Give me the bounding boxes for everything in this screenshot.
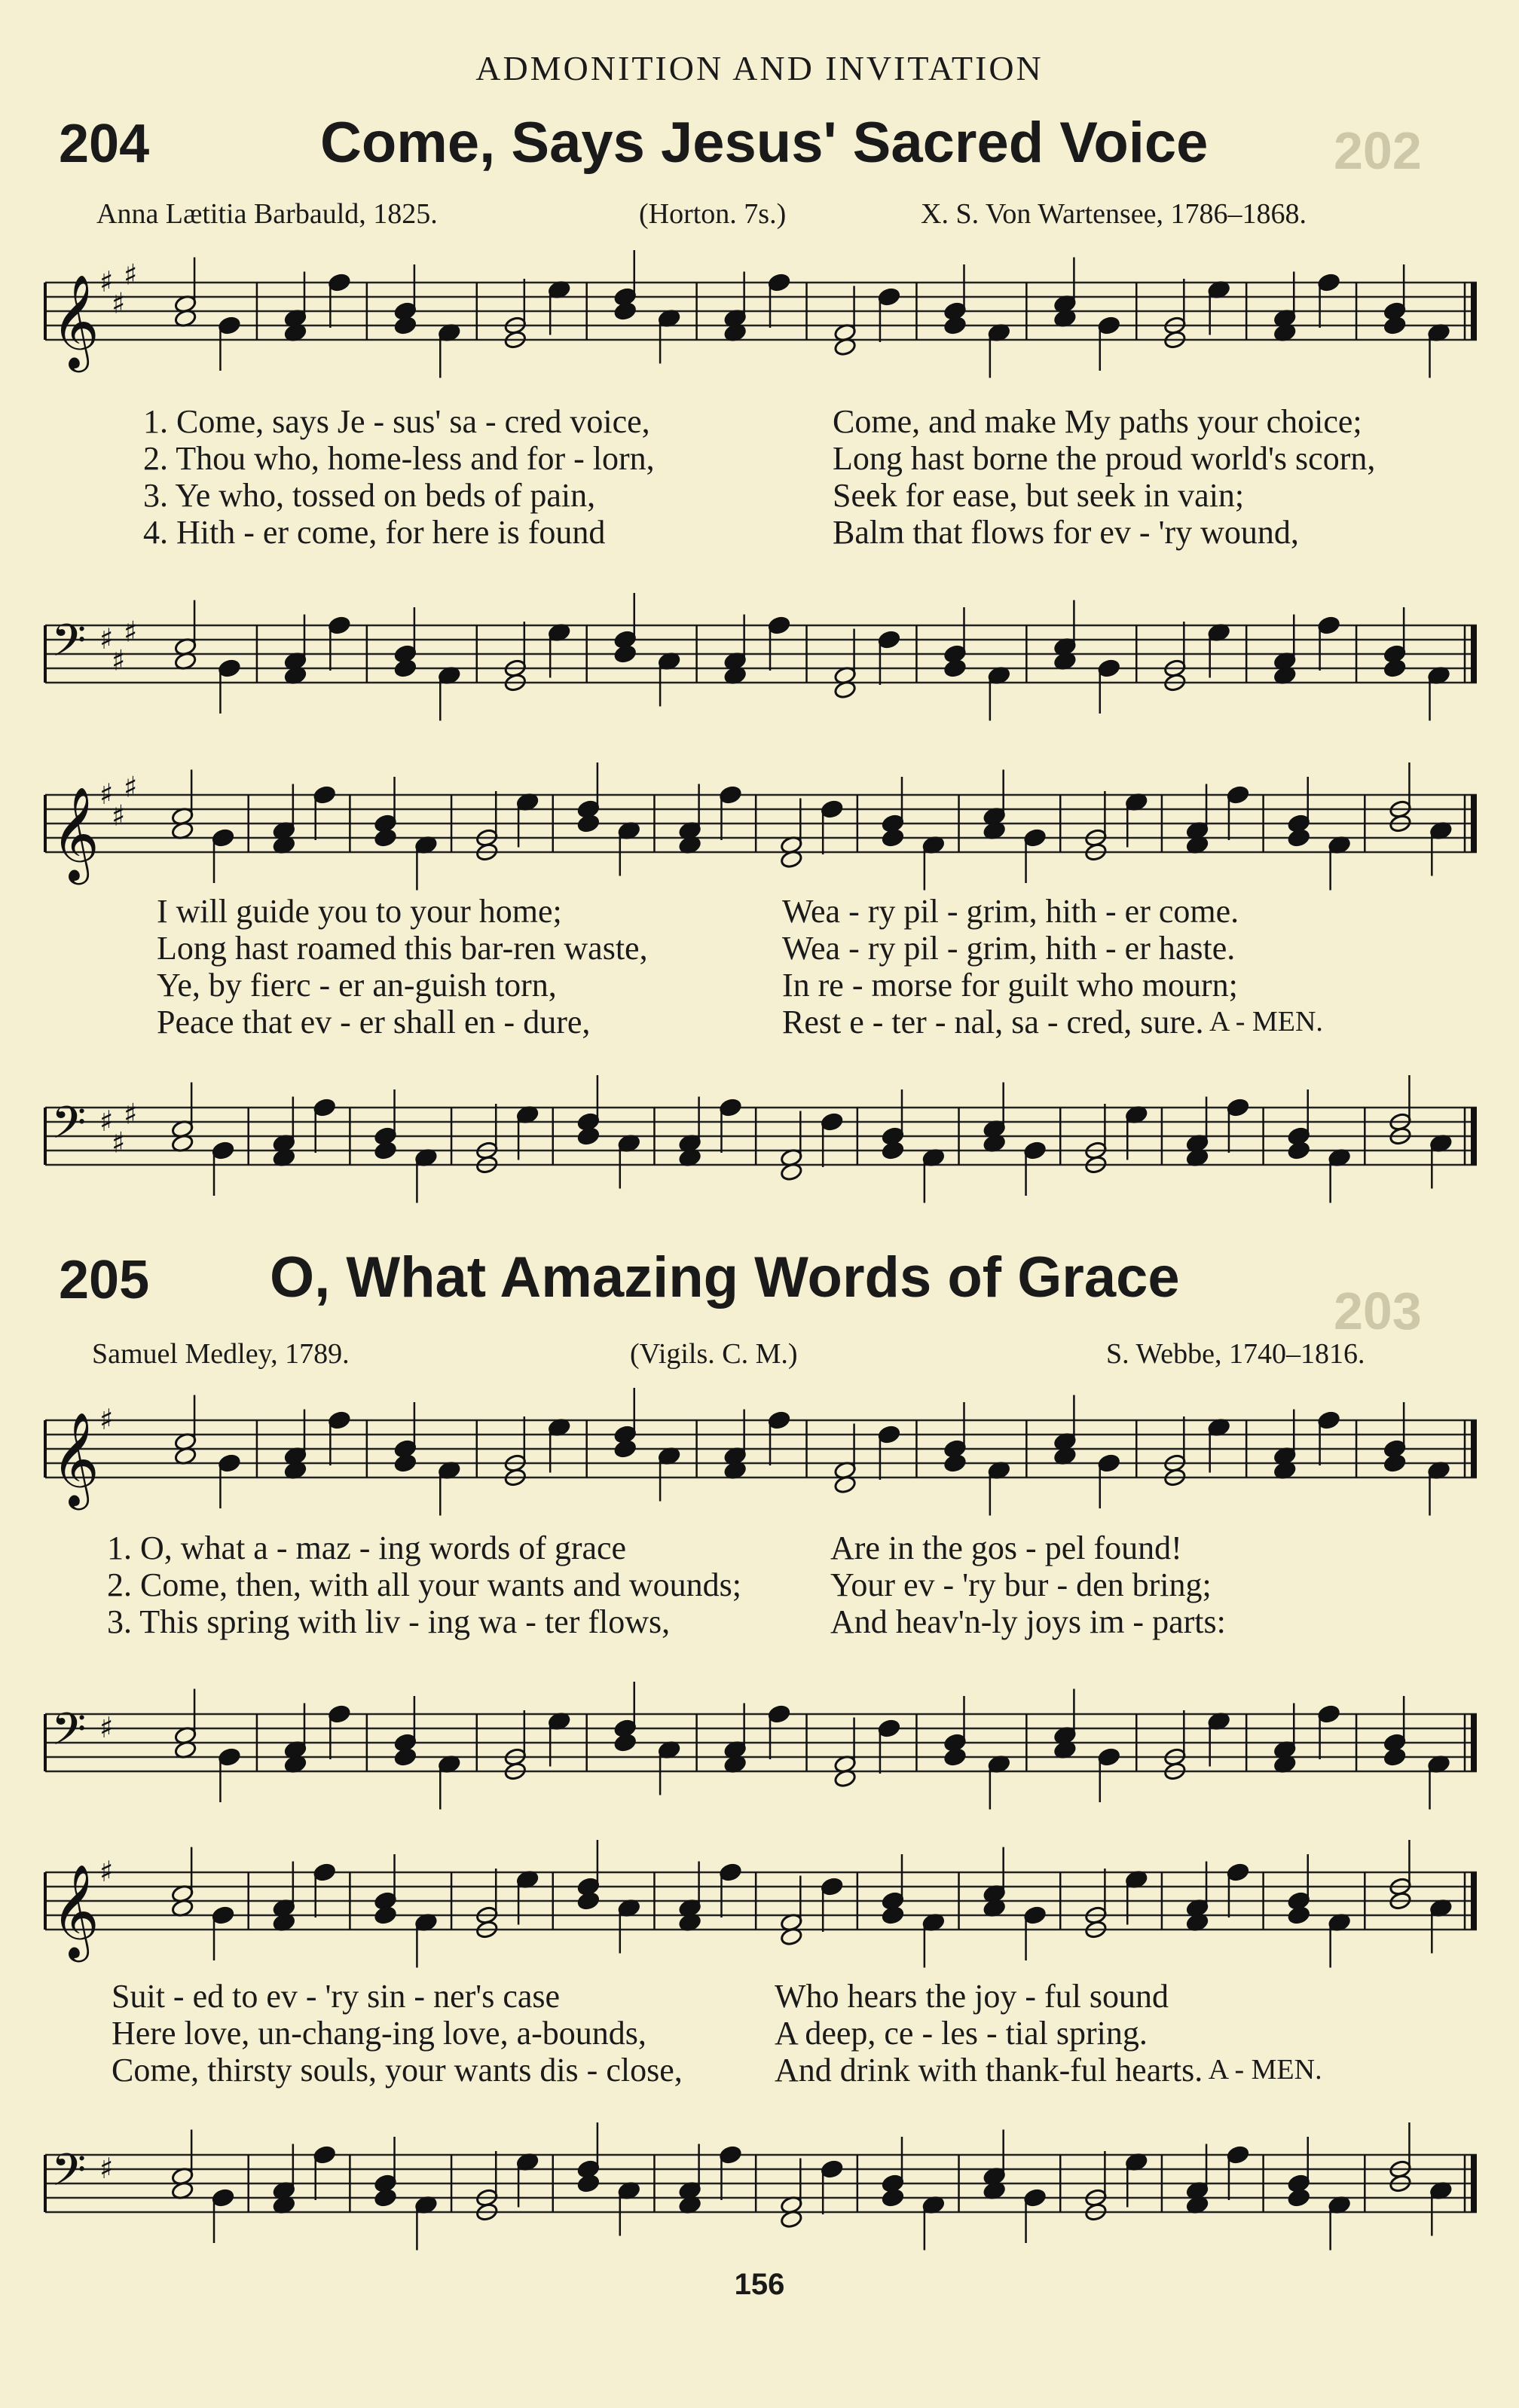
sharp-icon: ♯ bbox=[99, 2152, 114, 2185]
note-head bbox=[328, 273, 351, 292]
note-head bbox=[313, 1863, 336, 1882]
note-head bbox=[328, 1704, 351, 1724]
note-head bbox=[719, 1863, 742, 1882]
note-head bbox=[1227, 1863, 1250, 1882]
lyric-first-half: I will guide you to your home; bbox=[157, 893, 562, 930]
sharp-icon: ♯ bbox=[124, 770, 138, 804]
verse-line bbox=[143, 440, 1484, 477]
bass-clef-icon: 𝄢 bbox=[51, 1703, 87, 1766]
hymn-author: Samuel Medley, 1789. bbox=[92, 1338, 350, 1370]
sharp-icon: ♯ bbox=[112, 799, 126, 833]
verse-line bbox=[157, 893, 1498, 930]
note-head bbox=[374, 2188, 397, 2208]
note-head bbox=[328, 616, 351, 635]
verse-line bbox=[112, 2052, 1453, 2089]
lyric-second-half: Who hears the joy - ful sound bbox=[775, 1978, 1169, 2015]
hymn-number: 204 bbox=[59, 114, 150, 174]
bass-clef-icon: 𝄢 bbox=[51, 1096, 87, 1160]
note-head bbox=[1317, 1410, 1340, 1430]
verse-line bbox=[112, 2015, 1453, 2052]
sharp-icon: ♯ bbox=[112, 643, 126, 677]
note-head bbox=[768, 1704, 791, 1724]
lyric-first-half: Peace that ev - er shall en - dure, bbox=[157, 1004, 591, 1041]
sharp-icon: ♯ bbox=[99, 1403, 114, 1436]
sharp-icon: ♯ bbox=[99, 1855, 114, 1888]
note-head bbox=[719, 1098, 742, 1117]
verse-line bbox=[157, 967, 1498, 1004]
note-head bbox=[1097, 1747, 1120, 1767]
note-head bbox=[1097, 316, 1120, 335]
lyric-first-half: 3. This spring with liv - ing wa - ter flows, bbox=[107, 1603, 671, 1640]
note-head bbox=[943, 316, 967, 335]
lyric-first-half: Come, thirsty souls, your wants dis - close, bbox=[112, 2052, 683, 2089]
note-head bbox=[394, 316, 417, 335]
hymn-title: O, What Amazing Words of Grace bbox=[270, 1245, 1180, 1309]
note-head bbox=[1023, 1141, 1047, 1160]
sharp-icon: ♯ bbox=[112, 286, 126, 320]
bleed-through-number-mid: 203 bbox=[1334, 1282, 1422, 1340]
lyric-second-half: And drink with thank-ful hearts. bbox=[775, 2052, 1203, 2089]
note-head bbox=[613, 644, 637, 664]
note-head bbox=[1023, 1905, 1047, 1925]
bleed-through-number-top: 202 bbox=[1334, 121, 1422, 180]
note-head bbox=[882, 1141, 905, 1160]
note-head bbox=[943, 659, 967, 678]
lyric-second-half: Are in the gos - pel found! bbox=[830, 1529, 1182, 1566]
treble-staff-system bbox=[45, 1855, 1477, 1958]
sharp-icon: ♯ bbox=[99, 1105, 114, 1138]
lyric-first-half: Suit - ed to ev - 'ry sin - ner's case bbox=[112, 1978, 561, 2015]
verse-line bbox=[143, 514, 1484, 551]
treble-clef-icon: 𝄞 bbox=[51, 1412, 99, 1506]
note-head bbox=[218, 659, 241, 678]
treble-staff-system bbox=[45, 1403, 1477, 1506]
note-head bbox=[1097, 1453, 1120, 1473]
note-head bbox=[1383, 1453, 1407, 1473]
note-head bbox=[613, 1733, 637, 1753]
note-head bbox=[577, 1126, 601, 1146]
note-head bbox=[1287, 2188, 1310, 2208]
note-head bbox=[821, 2159, 844, 2179]
note-head bbox=[212, 1141, 235, 1160]
note-head bbox=[1097, 659, 1120, 678]
note-head bbox=[1317, 273, 1340, 292]
note-head bbox=[577, 814, 601, 833]
hymn-tune: (Vigils. C. M.) bbox=[630, 1338, 798, 1370]
note-head bbox=[1023, 828, 1047, 848]
lyric-first-half: 2. Come, then, with all your wants and wounds; bbox=[107, 1566, 742, 1603]
note-head bbox=[218, 1747, 241, 1767]
note-head bbox=[1383, 659, 1407, 678]
note-head bbox=[394, 659, 417, 678]
bass-staff-system bbox=[45, 1703, 1477, 1789]
lyric-second-half: In re - morse for guilt who mourn; bbox=[782, 967, 1238, 1004]
note-head bbox=[719, 2145, 742, 2165]
verse-block bbox=[112, 1978, 1453, 2089]
note-head bbox=[394, 1747, 417, 1767]
lyric-first-half: 1. O, what a - maz - ing words of grace bbox=[107, 1529, 627, 1566]
note-head bbox=[218, 1453, 241, 1473]
hymn-composer: S. Webbe, 1740–1816. bbox=[1106, 1338, 1365, 1370]
note-head bbox=[212, 828, 235, 848]
note-head bbox=[821, 799, 844, 819]
bass-clef-icon: 𝄢 bbox=[51, 614, 87, 677]
hymn-title: Come, Says Jesus' Sacred Voice bbox=[320, 111, 1209, 175]
note-head bbox=[577, 2174, 601, 2193]
sharp-icon: ♯ bbox=[124, 258, 138, 292]
note-head bbox=[768, 1410, 791, 1430]
note-head bbox=[882, 1905, 905, 1925]
note-head bbox=[374, 828, 397, 848]
lyric-first-half: 2. Thou who, home-less and for - lorn, bbox=[143, 440, 655, 477]
verse-block bbox=[157, 893, 1498, 1041]
note-head bbox=[313, 2145, 336, 2165]
lyric-second-half: Rest e - ter - nal, sa - cred, sure. bbox=[782, 1004, 1204, 1041]
sharp-icon: ♯ bbox=[99, 622, 114, 655]
note-head bbox=[212, 2188, 235, 2208]
note-head bbox=[1383, 1747, 1407, 1767]
verse-block bbox=[143, 403, 1484, 551]
note-head bbox=[719, 785, 742, 805]
lyric-second-half: And heav'n-ly joys im - parts: bbox=[830, 1603, 1226, 1640]
treble-clef-icon: 𝄞 bbox=[51, 787, 99, 881]
bass-staff-system bbox=[45, 614, 1477, 701]
note-head bbox=[1287, 828, 1310, 848]
treble-staff-system bbox=[45, 770, 1477, 881]
note-head bbox=[613, 301, 637, 321]
lyric-second-half: Come, and make My paths your choice; bbox=[833, 403, 1362, 440]
lyric-second-half: A deep, ce - les - tial spring. bbox=[775, 2015, 1148, 2052]
verse-line bbox=[107, 1529, 1448, 1566]
note-head bbox=[878, 287, 901, 307]
note-head bbox=[1317, 1704, 1340, 1724]
note-head bbox=[1317, 616, 1340, 635]
amen-text: A - MEN. bbox=[1203, 1006, 1323, 1037]
lyric-second-half: Wea - ry pil - grim, hith - er haste. bbox=[782, 930, 1236, 967]
lyric-first-half: 4. Hith - er come, for here is found bbox=[143, 514, 606, 551]
note-head bbox=[1227, 785, 1250, 805]
treble-clef-icon: 𝄞 bbox=[51, 274, 99, 368]
verse-line bbox=[107, 1603, 1448, 1640]
sharp-icon: ♯ bbox=[99, 265, 114, 298]
verse-line bbox=[143, 477, 1484, 514]
note-head bbox=[943, 1747, 967, 1767]
verse-line bbox=[112, 1978, 1453, 2015]
note-head bbox=[1287, 1141, 1310, 1160]
note-head bbox=[218, 316, 241, 335]
note-head bbox=[1023, 2188, 1047, 2208]
lyric-first-half: 1. Come, says Je - sus' sa - cred voice, bbox=[143, 403, 650, 440]
lyric-first-half: Long hast roamed this bar-ren waste, bbox=[157, 930, 648, 967]
sharp-icon: ♯ bbox=[99, 778, 114, 811]
verse-line bbox=[157, 1004, 1498, 1041]
note-head bbox=[1383, 316, 1407, 335]
hymn-author: Anna Lætitia Barbauld, 1825. bbox=[96, 198, 438, 230]
lyric-second-half: Balm that flows for ev - 'ry wound, bbox=[833, 514, 1299, 551]
note-head bbox=[212, 1905, 235, 1925]
hymn-tune: (Horton. 7s.) bbox=[639, 198, 787, 230]
treble-clef-icon: 𝄞 bbox=[51, 1864, 99, 1958]
note-head bbox=[882, 828, 905, 848]
sharp-icon: ♯ bbox=[112, 1126, 126, 1160]
bass-clef-icon: 𝄢 bbox=[51, 2144, 87, 2207]
note-head bbox=[394, 1453, 417, 1473]
note-head bbox=[821, 1112, 844, 1132]
note-head bbox=[1227, 1098, 1250, 1117]
note-head bbox=[374, 1141, 397, 1160]
bass-staff-system bbox=[45, 2144, 1477, 2230]
note-head bbox=[882, 2188, 905, 2208]
note-head bbox=[821, 1877, 844, 1896]
hymn-composer: X. S. Von Wartensee, 1786–1868. bbox=[921, 198, 1307, 230]
verse-line bbox=[143, 403, 1484, 440]
note-head bbox=[328, 1410, 351, 1430]
lyric-first-half: Here love, un-chang-ing love, a-bounds, bbox=[112, 2015, 646, 2052]
amen-text: A - MEN. bbox=[1203, 2054, 1322, 2086]
sharp-icon: ♯ bbox=[124, 615, 138, 649]
lyric-second-half: Wea - ry pil - grim, hith - er come. bbox=[782, 893, 1239, 930]
section-heading: ADMONITION AND INVITATION bbox=[475, 49, 1044, 87]
note-head bbox=[613, 1439, 637, 1459]
bass-staff-system bbox=[45, 1096, 1477, 1183]
lyric-second-half: Your ev - 'ry bur - den bring; bbox=[830, 1566, 1212, 1603]
note-head bbox=[1227, 2145, 1250, 2165]
note-head bbox=[768, 616, 791, 635]
note-head bbox=[1287, 1905, 1310, 1925]
note-head bbox=[577, 1891, 601, 1911]
sharp-icon: ♯ bbox=[99, 1711, 114, 1744]
note-head bbox=[313, 785, 336, 805]
lyric-first-half: 3. Ye who, tossed on beds of pain, bbox=[143, 477, 596, 514]
lyric-second-half: Long hast borne the proud world's scorn, bbox=[833, 440, 1376, 477]
note-head bbox=[878, 1719, 901, 1738]
note-head bbox=[768, 273, 791, 292]
hymn-number: 205 bbox=[59, 1250, 150, 1310]
verse-line bbox=[107, 1566, 1448, 1603]
page-number: 156 bbox=[734, 2268, 785, 2301]
verse-line bbox=[157, 930, 1498, 967]
note-head bbox=[878, 630, 901, 649]
note-head bbox=[943, 1453, 967, 1473]
verse-block bbox=[107, 1529, 1448, 1640]
note-head bbox=[878, 1425, 901, 1444]
note-head bbox=[313, 1098, 336, 1117]
sharp-icon: ♯ bbox=[124, 1097, 138, 1131]
lyric-second-half: Seek for ease, but seek in vain; bbox=[833, 477, 1245, 514]
treble-staff-system bbox=[45, 258, 1477, 368]
lyric-first-half: Ye, by fierc - er an-guish torn, bbox=[157, 967, 557, 1004]
note-head bbox=[374, 1905, 397, 1925]
